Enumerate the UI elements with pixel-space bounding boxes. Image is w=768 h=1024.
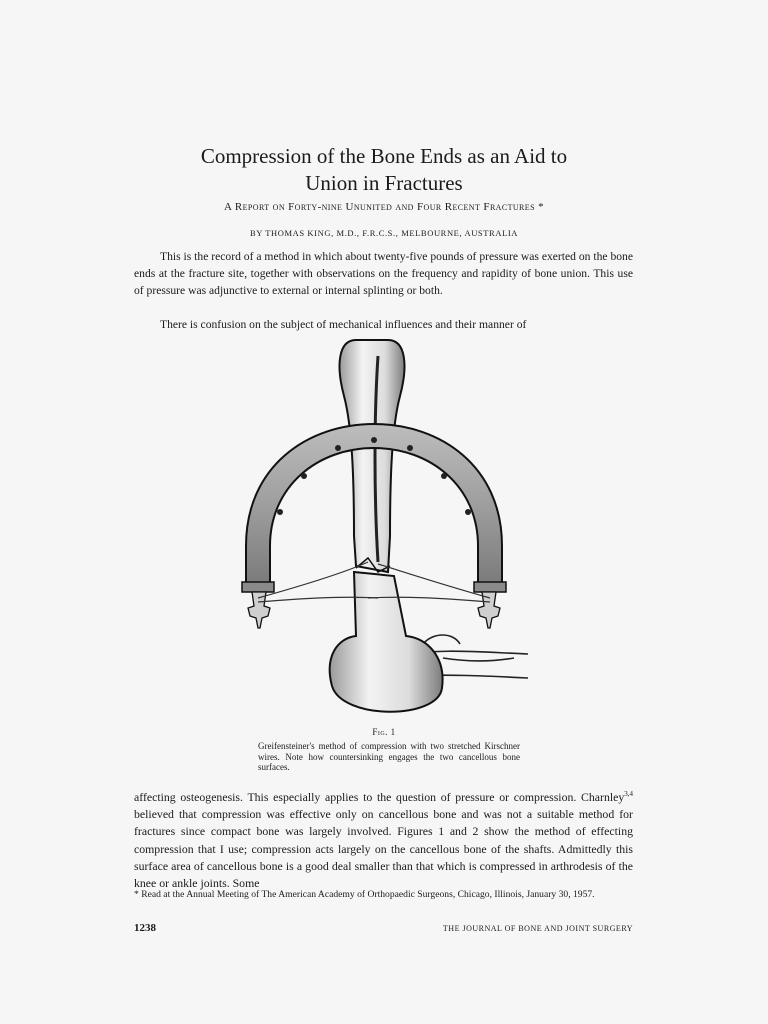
paragraph-3-text-b: believed that compression was effective only on cancellous bone and was not a suitable method for fractures since compact bone was largely involved. Figures 1 and 2 show the method of effecting compression that I use; compression acts largely on the cancellous bone of the shafts. Admittedly this surface area of cancellous bone is a good deal smaller than that which is compressed in arthrodesis of the knee or ankle joints. Some [134, 807, 633, 890]
journal-name: THE JOURNAL OF BONE AND JOINT SURGERY [442, 924, 633, 933]
figure-caption: Greifensteiner's method of compression with two stretched Kirschner wires. Note how countersinking engages the two cancellous bone surfaces. [258, 741, 520, 772]
body-paragraph-2: There is confusion on the subject of mechanical influences and their manner of [160, 318, 527, 331]
reference-superscript: 3,4 [624, 790, 633, 798]
title-line-1: Compression of the Bone Ends as an Aid to [200, 144, 568, 168]
figure-label: Fig. 1 [372, 727, 396, 737]
paragraph-3-text-a: affecting osteogenesis. This especially applies to the question of pressure or compression. Charnley [134, 789, 625, 804]
body-paragraph-3 [134, 786, 633, 892]
page-number: 1238 [134, 922, 156, 934]
article-title [0, 143, 768, 197]
author-byline: BY THOMAS KING, M.D., F.R.C.S., MELBOURNE, AUSTRALIA [249, 228, 519, 238]
title-line-2: Union in Fractures [305, 171, 463, 195]
figure-1-illustration [228, 336, 540, 720]
bone-shaft [330, 340, 443, 712]
body-paragraph-1: This is the record of a method in which about twenty-five pounds of pressure was exerted on the bone ends at the fracture site, together with observations on the frequency and rapidity of bone union. This use of pressure was adjunctive to external or internal splinting or both. [134, 250, 633, 297]
footnote: * Read at the Annual Meeting of The American Academy of Orthopaedic Surgeons, Chicago, Illinois, January 30, 1957. [134, 889, 595, 900]
article-subtitle: A Report on Forty-nine Ununited and Four Recent Fractures * [224, 201, 544, 213]
